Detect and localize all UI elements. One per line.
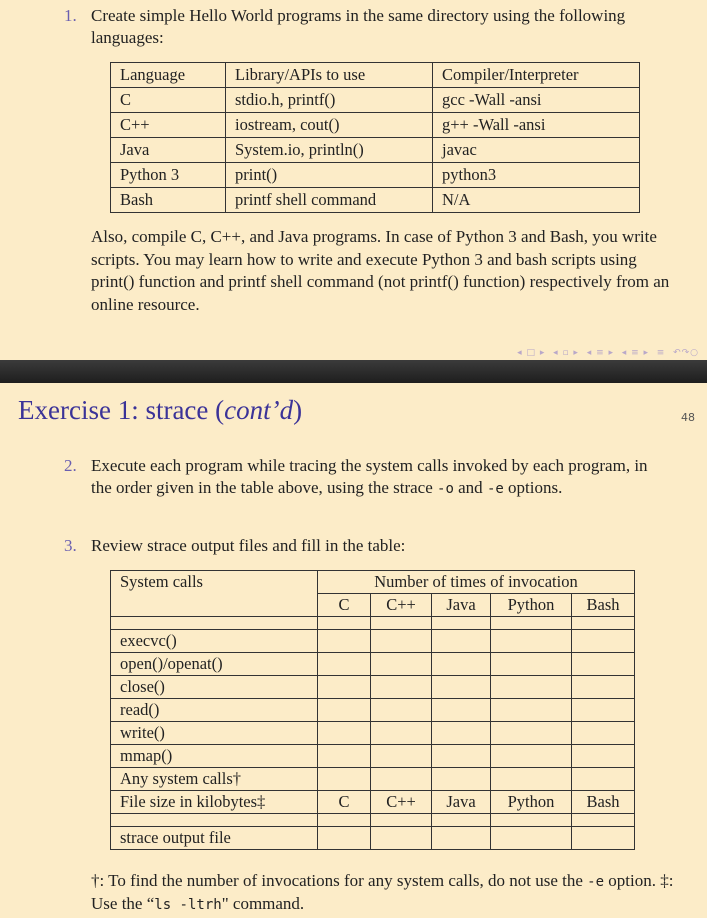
cell-library: iostream, cout() — [226, 113, 433, 138]
slide-divider — [0, 360, 707, 383]
cell-language: C++ — [111, 113, 226, 138]
table-row — [111, 138, 640, 163]
footnote-command: ls -ltrh — [154, 897, 222, 913]
cell-language: C — [111, 88, 226, 113]
table-row — [111, 768, 635, 791]
syscall-label: mmap() — [111, 745, 318, 768]
table-gap-row — [111, 617, 635, 630]
nav-search-icon[interactable]: ↶↷○ — [673, 348, 699, 358]
subheader-cpp: C++ — [371, 594, 432, 617]
size-row — [111, 791, 635, 814]
cell-language: Java — [111, 138, 226, 163]
table-row — [111, 630, 635, 653]
nav-align-icon[interactable]: ≡ — [656, 348, 666, 358]
item-2-text-c: options. — [503, 478, 563, 497]
slide-title — [18, 395, 302, 426]
cell-library: print() — [226, 163, 433, 188]
cell-compiler: javac — [433, 138, 640, 163]
footnote — [91, 870, 681, 916]
syscall-label: read() — [111, 699, 318, 722]
cell-compiler: gcc -Wall -ansi — [433, 88, 640, 113]
item-2-number: 2. — [64, 456, 77, 475]
table-row — [111, 188, 640, 213]
table-row — [111, 699, 635, 722]
item-2 — [66, 455, 666, 500]
option-o: -o — [437, 481, 454, 497]
title-suffix: ) — [293, 395, 303, 425]
item-1-text: Create simple Hello World programs in the same directory using the following languages: — [91, 6, 626, 47]
size-cpp: C++ — [371, 791, 432, 814]
subheader-c: C — [318, 594, 371, 617]
cell-language: Bash — [111, 188, 226, 213]
nav-subsection-icon[interactable]: ◂ ▫ ▸ — [553, 348, 579, 358]
instructions-paragraph: Also, compile C, C++, and Java programs. In case of Python 3 and Bash, you write scripts. You may learn how to write and execute Python 3 and bash scripts using print() function and printf shell command (not printf() function) respectively from an online resource. — [91, 227, 670, 314]
option-e: -e — [486, 481, 504, 497]
syscall-label: write() — [111, 722, 318, 745]
header-system-calls: System calls — [111, 571, 318, 617]
header-invocations: Number of times of invocation — [318, 571, 635, 594]
syscall-table — [110, 570, 635, 850]
item-3-number: 3. — [64, 536, 77, 555]
table-row — [111, 88, 640, 113]
syscall-label: close() — [111, 676, 318, 699]
syscall-label: execvc() — [111, 630, 318, 653]
nav-section-icon[interactable]: ◂ ≡ ▸ — [586, 348, 614, 358]
item-2-text — [91, 455, 666, 500]
table-header-row — [111, 571, 635, 594]
footnote-c: " command. — [221, 894, 305, 913]
cell-language: Python 3 — [111, 163, 226, 188]
table-row — [111, 113, 640, 138]
slide-top — [0, 0, 707, 360]
size-label: File size in kilobytes‡ — [111, 791, 318, 814]
output-label: strace output file — [111, 827, 318, 850]
language-table — [110, 62, 640, 213]
footnote-b: option. ‡: Use the “ — [91, 871, 674, 913]
subheader-java: Java — [432, 594, 491, 617]
header-library: Library/APIs to use — [226, 63, 433, 88]
item-1 — [66, 5, 666, 49]
cell-library: printf shell command — [226, 188, 433, 213]
table-row — [111, 676, 635, 699]
cell-compiler: python3 — [433, 163, 640, 188]
size-java: Java — [432, 791, 491, 814]
cell-library: System.io, println() — [226, 138, 433, 163]
syscall-label: open()/openat() — [111, 653, 318, 676]
item-2-text-b: and — [453, 478, 487, 497]
item-1-number: 1. — [64, 6, 77, 25]
size-c: C — [318, 791, 371, 814]
header-language: Language — [111, 63, 226, 88]
syscall-label: Any system calls† — [111, 768, 318, 791]
page-number: 48 — [681, 411, 695, 424]
beamer-navigation[interactable] — [517, 348, 699, 358]
slide-bottom — [0, 383, 707, 918]
output-row — [111, 827, 635, 850]
table-header-row — [111, 63, 640, 88]
table-row — [111, 722, 635, 745]
subheader-bash: Bash — [572, 594, 635, 617]
size-python: Python — [491, 791, 572, 814]
table-row — [111, 653, 635, 676]
title-italic: cont’d — [224, 395, 294, 425]
footnote-option: -e — [587, 874, 604, 890]
cell-compiler: g++ -Wall -ansi — [433, 113, 640, 138]
item-3-text: Review strace output files and fill in the table: — [91, 536, 406, 555]
table-gap-row — [111, 814, 635, 827]
nav-document-icon[interactable]: ◂ ≡ ▸ — [621, 348, 650, 358]
subheader-python: Python — [491, 594, 572, 617]
footnote-a: †: To find the number of invocations for any system calls, do not use the — [91, 871, 588, 890]
table-row — [111, 745, 635, 768]
size-bash: Bash — [572, 791, 635, 814]
cell-library: stdio.h, printf() — [226, 88, 433, 113]
item-3 — [66, 535, 666, 557]
item-2-text-a: Execute each program while tracing the system calls invoked by each program, in the order given in the table above, using the strace — [91, 456, 648, 497]
title-prefix: Exercise 1: strace ( — [18, 395, 225, 425]
table-row — [111, 163, 640, 188]
nav-frame-icon[interactable]: ◂ □ ▸ — [517, 348, 546, 358]
header-compiler: Compiler/Interpreter — [433, 63, 640, 88]
cell-compiler: N/A — [433, 188, 640, 213]
